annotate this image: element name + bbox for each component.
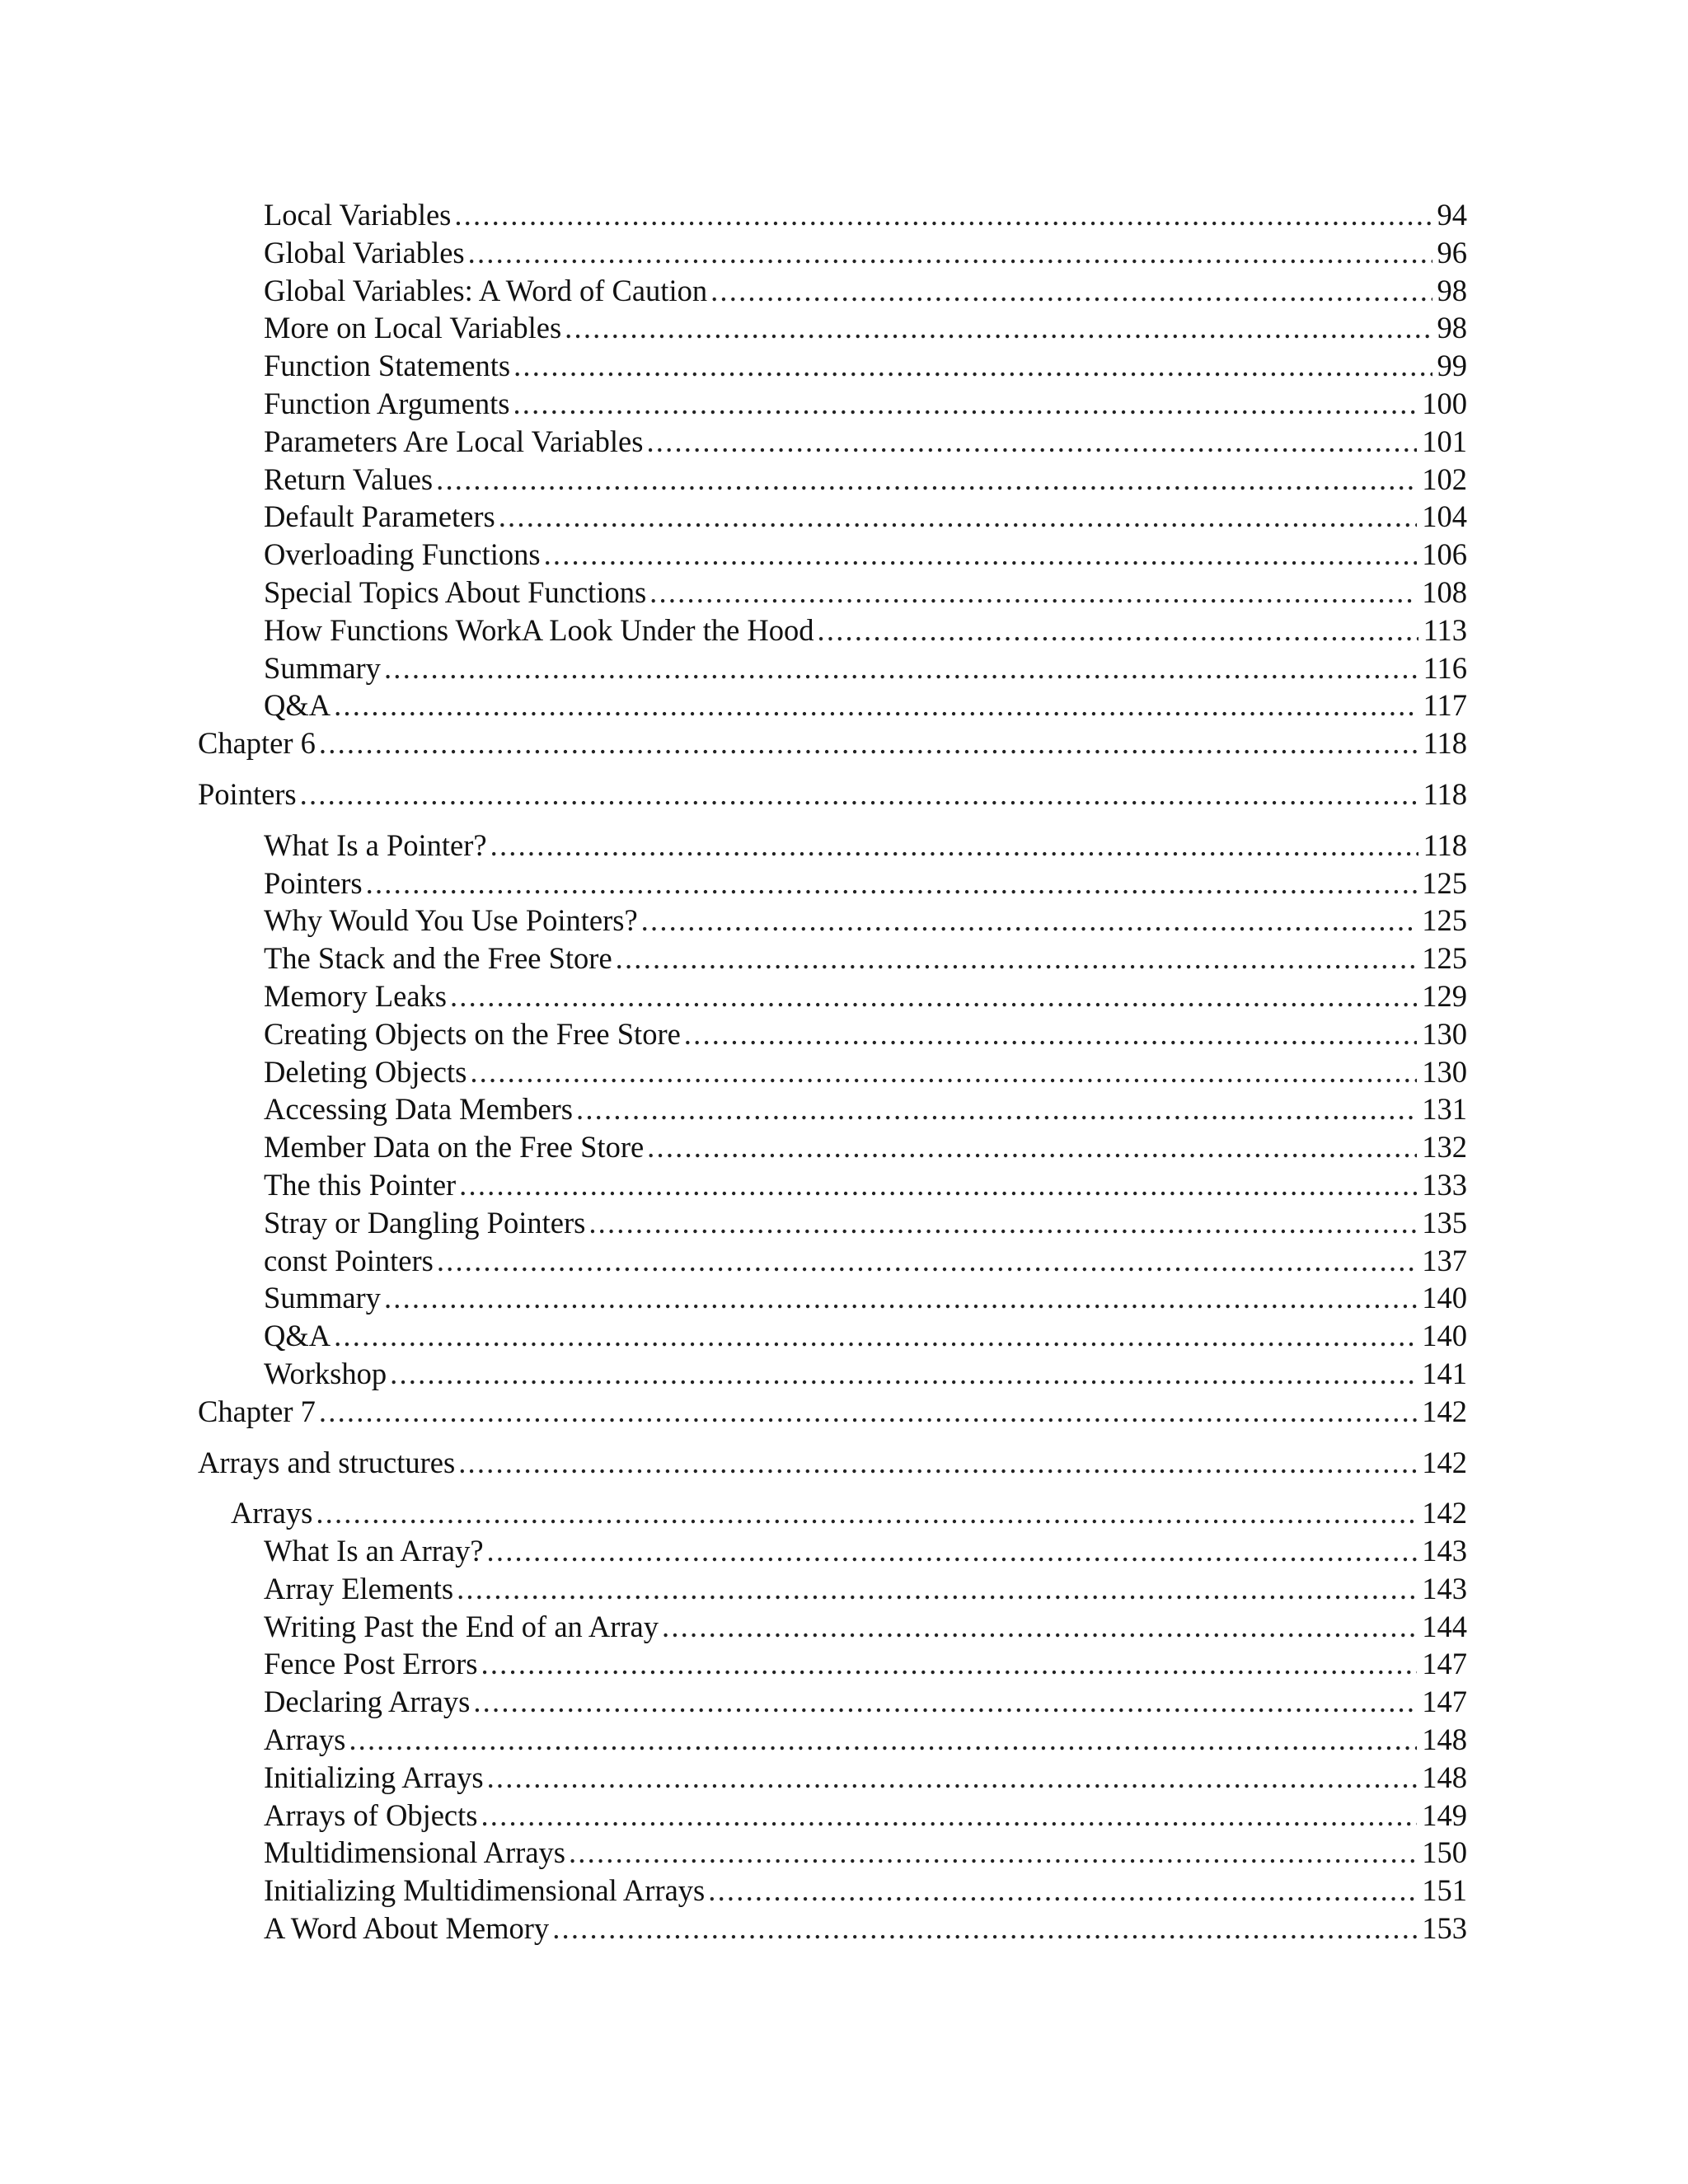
dot-leader (481, 1797, 1417, 1835)
toc-chapter-entry[interactable] (198, 1393, 1467, 1431)
toc-subsection-entry[interactable] (198, 649, 1467, 687)
toc-chapter-entry[interactable] (198, 1444, 1467, 1482)
toc-subsection-entry[interactable] (198, 423, 1467, 461)
toc-entry-page-number: 142 (1422, 1496, 1467, 1530)
toc-subsection-entry[interactable] (198, 1166, 1467, 1204)
dot-leader (647, 1128, 1417, 1166)
toc-subsection-entry[interactable] (198, 574, 1467, 612)
dot-leader (450, 977, 1417, 1015)
toc-subsection-entry[interactable] (198, 1532, 1467, 1570)
toc-entry-page-number: 150 (1422, 1835, 1467, 1870)
toc-subsection-entry[interactable] (198, 1645, 1467, 1683)
toc-entry-title: Pointers (264, 865, 363, 900)
toc-entry-title: Summary (264, 1281, 381, 1315)
toc-entry-page-number: 130 (1422, 1016, 1467, 1051)
toc-entry-page-number: 142 (1422, 1394, 1467, 1428)
toc-entry-title: Stray or Dangling Pointers (264, 1205, 586, 1240)
toc-entry-title: Global Variables (264, 235, 465, 269)
toc-subsection-entry[interactable] (198, 1128, 1467, 1166)
toc-entry-page-number: 96 (1437, 235, 1467, 269)
toc-entry-title: A Word About Memory (264, 1911, 550, 1946)
dot-leader (319, 724, 1418, 762)
toc-entry-page-number: 102 (1422, 462, 1467, 496)
toc-entry-page-number: 147 (1422, 1647, 1467, 1681)
toc-subsection-entry[interactable] (198, 1872, 1467, 1910)
toc-subsection-entry[interactable] (198, 1090, 1467, 1128)
toc-subsection-entry[interactable] (198, 498, 1467, 536)
toc-entry-title: Chapter 7 (198, 1394, 316, 1428)
toc-entry-title: Initializing Multidimensional Arrays (264, 1873, 706, 1908)
toc-entry-title: Default Parameters (264, 499, 495, 534)
toc-subsection-entry[interactable] (198, 827, 1467, 865)
dot-leader (384, 649, 1418, 687)
toc-entry-title: Declaring Arrays (264, 1685, 471, 1719)
toc-entry-page-number: 104 (1422, 499, 1467, 534)
toc-entry-title: Multidimensional Arrays (264, 1835, 565, 1870)
toc-entry-page-number: 129 (1422, 978, 1467, 1013)
toc-subsection-entry[interactable] (198, 461, 1467, 499)
dot-leader (499, 498, 1418, 536)
dot-leader (481, 1645, 1418, 1683)
dot-leader (490, 827, 1418, 865)
toc-subsection-entry[interactable] (198, 1570, 1467, 1608)
toc-entry-page-number: 135 (1422, 1205, 1467, 1240)
toc-subsection-entry[interactable] (198, 385, 1467, 423)
toc-entry-page-number: 101 (1422, 424, 1467, 458)
toc-entry-page-number: 116 (1423, 650, 1467, 685)
toc-entry-title: Parameters Are Local Variables (264, 424, 644, 458)
dot-leader (646, 423, 1417, 461)
toc-entry-page-number: 142 (1422, 1445, 1467, 1479)
toc-entry-page-number: 133 (1422, 1167, 1467, 1202)
toc-entry-page-number: 125 (1422, 941, 1467, 976)
dot-leader (473, 1683, 1417, 1721)
table-of-contents (198, 196, 1467, 1947)
dot-leader (300, 776, 1418, 813)
dot-leader (552, 1910, 1417, 1947)
toc-entry-title: Creating Objects on the Free Store (264, 1016, 681, 1051)
dot-leader (649, 574, 1417, 612)
toc-subsection-entry[interactable] (198, 196, 1467, 234)
toc-entry-page-number: 99 (1437, 349, 1467, 383)
toc-subsection-entry[interactable] (198, 1204, 1467, 1242)
toc-subsection-entry[interactable] (198, 272, 1467, 310)
toc-entry-title: Pointers (198, 776, 297, 811)
toc-entry-title: Workshop (264, 1356, 387, 1390)
toc-entry-page-number: 140 (1422, 1281, 1467, 1315)
dot-leader (458, 1444, 1417, 1482)
dot-leader (616, 940, 1418, 977)
dot-leader (459, 1166, 1417, 1204)
toc-entry-page-number: 143 (1422, 1534, 1467, 1568)
toc-subsection-entry[interactable] (198, 940, 1467, 977)
toc-entry-title: Writing Past the End of an Array (264, 1609, 659, 1643)
dot-leader (569, 1834, 1417, 1872)
toc-entry-title: Special Topics About Functions (264, 574, 647, 609)
dot-leader (457, 1570, 1417, 1608)
toc-entry-title: Array Elements (264, 1571, 454, 1605)
toc-entry-title: Fence Post Errors (264, 1647, 478, 1681)
toc-entry-title: Overloading Functions (264, 537, 541, 572)
dot-leader (513, 347, 1432, 385)
dot-leader (544, 536, 1418, 574)
dot-leader (487, 1759, 1418, 1797)
toc-subsection-entry[interactable] (198, 1683, 1467, 1721)
dot-leader (334, 1317, 1417, 1355)
toc-entry-page-number: 130 (1422, 1054, 1467, 1089)
toc-chapter-entry[interactable] (198, 776, 1467, 813)
dot-leader (436, 461, 1417, 499)
toc-entry-page-number: 117 (1423, 688, 1467, 723)
toc-subsection-entry[interactable] (198, 865, 1467, 902)
toc-subsection-entry[interactable] (198, 1317, 1467, 1355)
toc-subsection-entry[interactable] (198, 1242, 1467, 1280)
dot-leader (662, 1608, 1417, 1646)
toc-entry-title: Chapter 6 (198, 726, 316, 761)
toc-entry-title: Memory Leaks (264, 978, 447, 1013)
dot-leader (818, 612, 1418, 649)
toc-entry-title: Member Data on the Free Store (264, 1130, 645, 1165)
toc-subsection-entry[interactable] (198, 1608, 1467, 1646)
dot-leader (349, 1721, 1417, 1759)
toc-subsection-entry[interactable] (198, 1053, 1467, 1091)
toc-subsection-entry[interactable] (198, 309, 1467, 347)
dot-leader (684, 1015, 1417, 1053)
toc-entry-title: What Is a Pointer? (264, 827, 487, 862)
toc-entry-page-number: 118 (1423, 726, 1467, 761)
toc-entry-page-number: 148 (1422, 1760, 1467, 1794)
dot-leader (437, 1242, 1417, 1280)
toc-subsection-entry[interactable] (198, 536, 1467, 574)
toc-subsection-entry[interactable] (198, 687, 1467, 724)
toc-subsection-entry[interactable] (198, 347, 1467, 385)
toc-entry-title: The Stack and the Free Store (264, 941, 612, 976)
dot-leader (565, 309, 1432, 347)
toc-entry-title: Arrays of Objects (264, 1797, 478, 1832)
toc-subsection-entry[interactable] (198, 1910, 1467, 1947)
toc-entry-page-number: 132 (1422, 1130, 1467, 1165)
toc-entry-title: More on Local Variables (264, 311, 562, 345)
toc-entry-page-number: 94 (1437, 198, 1467, 232)
dot-leader (468, 234, 1432, 272)
toc-subsection-entry[interactable] (198, 1834, 1467, 1872)
dot-leader (334, 687, 1418, 724)
toc-entry-title: Q&A (264, 1319, 331, 1353)
toc-entry-page-number: 118 (1423, 827, 1467, 862)
toc-entry-title: Deleting Objects (264, 1054, 467, 1089)
toc-chapter-entry[interactable] (198, 724, 1467, 762)
dot-leader (319, 1393, 1417, 1431)
dot-leader (641, 902, 1418, 940)
toc-entry-title: What Is an Array? (264, 1534, 484, 1568)
toc-entry-page-number: 98 (1437, 311, 1467, 345)
dot-leader (470, 1053, 1417, 1091)
dot-leader (366, 865, 1418, 902)
toc-entry-title: Local Variables (264, 198, 452, 232)
dot-leader (316, 1494, 1417, 1532)
toc-section-entry[interactable] (198, 1494, 1467, 1532)
toc-entry-title: Return Values (264, 462, 434, 496)
toc-entry-title: Arrays (264, 1722, 346, 1757)
dot-leader (710, 272, 1432, 310)
toc-entry-page-number: 131 (1422, 1092, 1467, 1127)
toc-entry-page-number: 143 (1422, 1571, 1467, 1605)
toc-entry-title: Global Variables: A Word of Caution (264, 273, 708, 307)
toc-entry-title: Function Arguments (264, 386, 510, 420)
toc-entry-page-number: 149 (1422, 1797, 1467, 1832)
toc-entry-title: How Functions WorkA Look Under the Hood (264, 612, 814, 647)
toc-entry-title: The this Pointer (264, 1167, 457, 1202)
toc-entry-page-number: 137 (1422, 1243, 1467, 1277)
toc-entry-title: Summary (264, 650, 381, 685)
toc-entry-title: Q&A (264, 688, 331, 723)
toc-entry-title: Why Would You Use Pointers? (264, 903, 638, 938)
toc-entry-page-number: 113 (1423, 612, 1467, 647)
toc-subsection-entry[interactable] (198, 612, 1467, 649)
toc-entry-page-number: 108 (1422, 574, 1467, 609)
dot-leader (576, 1090, 1417, 1128)
toc-entry-page-number: 148 (1422, 1722, 1467, 1757)
toc-entry-title: Accessing Data Members (264, 1092, 574, 1127)
dot-leader (513, 385, 1417, 423)
toc-subsection-entry[interactable] (198, 902, 1467, 940)
toc-subsection-entry[interactable] (198, 1279, 1467, 1317)
toc-entry-page-number: 118 (1423, 776, 1467, 811)
dot-leader (454, 196, 1432, 234)
dot-leader (588, 1204, 1417, 1242)
toc-entry-page-number: 141 (1422, 1356, 1467, 1390)
toc-entry-title: Arrays (231, 1496, 313, 1530)
toc-entry-title: const Pointers (264, 1243, 434, 1277)
toc-entry-page-number: 125 (1422, 903, 1467, 938)
toc-entry-page-number: 125 (1422, 865, 1467, 900)
toc-entry-page-number: 151 (1422, 1873, 1467, 1908)
toc-entry-page-number: 140 (1422, 1319, 1467, 1353)
toc-entry-title: Function Statements (264, 349, 511, 383)
toc-entry-title: Initializing Arrays (264, 1760, 484, 1794)
toc-entry-page-number: 144 (1422, 1609, 1467, 1643)
toc-entry-page-number: 147 (1422, 1685, 1467, 1719)
toc-subsection-entry[interactable] (198, 234, 1467, 272)
toc-entry-page-number: 100 (1422, 386, 1467, 420)
toc-entry-page-number: 98 (1437, 273, 1467, 307)
toc-subsection-entry[interactable] (198, 1721, 1467, 1759)
toc-subsection-entry[interactable] (198, 1015, 1467, 1053)
dot-leader (390, 1355, 1417, 1393)
toc-entry-page-number: 153 (1422, 1911, 1467, 1946)
dot-leader (487, 1532, 1418, 1570)
toc-subsection-entry[interactable] (198, 1797, 1467, 1835)
dot-leader (384, 1279, 1417, 1317)
toc-entry-page-number: 106 (1422, 537, 1467, 572)
toc-subsection-entry[interactable] (198, 977, 1467, 1015)
dot-leader (708, 1872, 1417, 1910)
toc-entry-title: Arrays and structures (198, 1445, 456, 1479)
toc-subsection-entry[interactable] (198, 1759, 1467, 1797)
toc-subsection-entry[interactable] (198, 1355, 1467, 1393)
